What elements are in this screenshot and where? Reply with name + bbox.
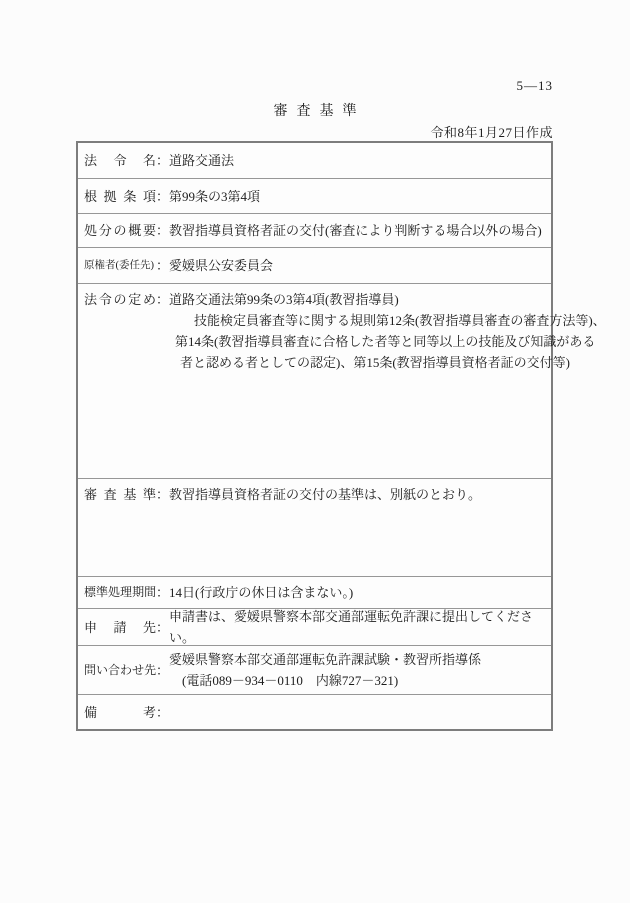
row-label: 申 請 先 [84, 619, 156, 635]
row-contact [78, 646, 551, 695]
provision-line: 第14条(教習指導員審査に合格した者等と同等以上の技能及び知識がある [175, 334, 596, 349]
contact-phone-line: (電話089－934－0110 内線727－321) [182, 673, 399, 688]
row-label: 問 い 合 わ せ 先 [84, 662, 157, 677]
label-colon: ： [156, 188, 170, 204]
label-colon: ： [156, 619, 170, 635]
row-legal-basis [78, 179, 551, 214]
row-review-criteria [78, 479, 551, 577]
contact-line: 愛媛県警察本部交通部運転免許課試験・教習所指導係 [169, 652, 482, 667]
row-disposition-summary [78, 214, 551, 248]
row-law-name [78, 143, 551, 179]
page-number: 5—13 [516, 78, 553, 93]
row-label: 原権者(委任先) [84, 260, 154, 271]
created-date: 令和8年1月27日作成 [430, 125, 553, 140]
label-colon: ： [156, 704, 170, 720]
page-title: 審査基準 [273, 104, 366, 119]
row-label: 根 拠 条 項 [84, 188, 156, 204]
criteria-table [76, 141, 606, 731]
label-colon: ： [156, 662, 170, 678]
row-label: 法 令 名 [84, 153, 156, 168]
row-value: 教習指導員資格者証の交付の基準は、別紙のとおり。 [169, 487, 482, 502]
row-value: 14日(行政庁の休日は含まない。) [169, 585, 354, 600]
provision-line: 道路交通法第99条の3第4項(教習指導員) [169, 292, 399, 307]
row-value: 教習指導員資格者証の交付(審査により判断する場合以外の場合) [169, 223, 542, 238]
row-label: 標 準 処 理 期 間 [84, 585, 157, 599]
row-label: 処 分 の 概 要 [84, 223, 156, 238]
row-value: 愛媛県公安委員会 [169, 258, 274, 273]
row-value [169, 289, 606, 373]
row-application-destination [78, 609, 551, 646]
label-colon: ： [156, 487, 170, 502]
provision-line: 者と認める者としての認定)、第15条(教習指導員資格者証の交付等) [180, 355, 570, 370]
row-value: 申請書は、愛媛県警察本部交通部運転免許課に提出してください。 [169, 609, 534, 645]
row-label: 法 令 の 定 め [84, 292, 156, 307]
row-standard-processing-period [78, 577, 551, 609]
label-colon: ： [156, 223, 170, 238]
row-value: 第99条の3第4項 [169, 188, 261, 204]
label-colon: ： [156, 292, 170, 307]
row-value: 道路交通法 [169, 153, 235, 168]
label-colon: ： [156, 585, 170, 600]
row-legal-provisions [78, 284, 606, 479]
provision-line: 技能検定員審査等に関する規則第12条(教習指導員審査の審査方法等)、 [194, 313, 606, 328]
label-colon: ： [156, 153, 170, 168]
row-remarks [78, 695, 551, 729]
row-label: 備 考 [84, 704, 156, 720]
row-label: 審 査 基 準 [84, 487, 156, 502]
label-colon: ： [156, 258, 170, 273]
row-value [169, 649, 551, 691]
row-original-authority [78, 248, 551, 284]
